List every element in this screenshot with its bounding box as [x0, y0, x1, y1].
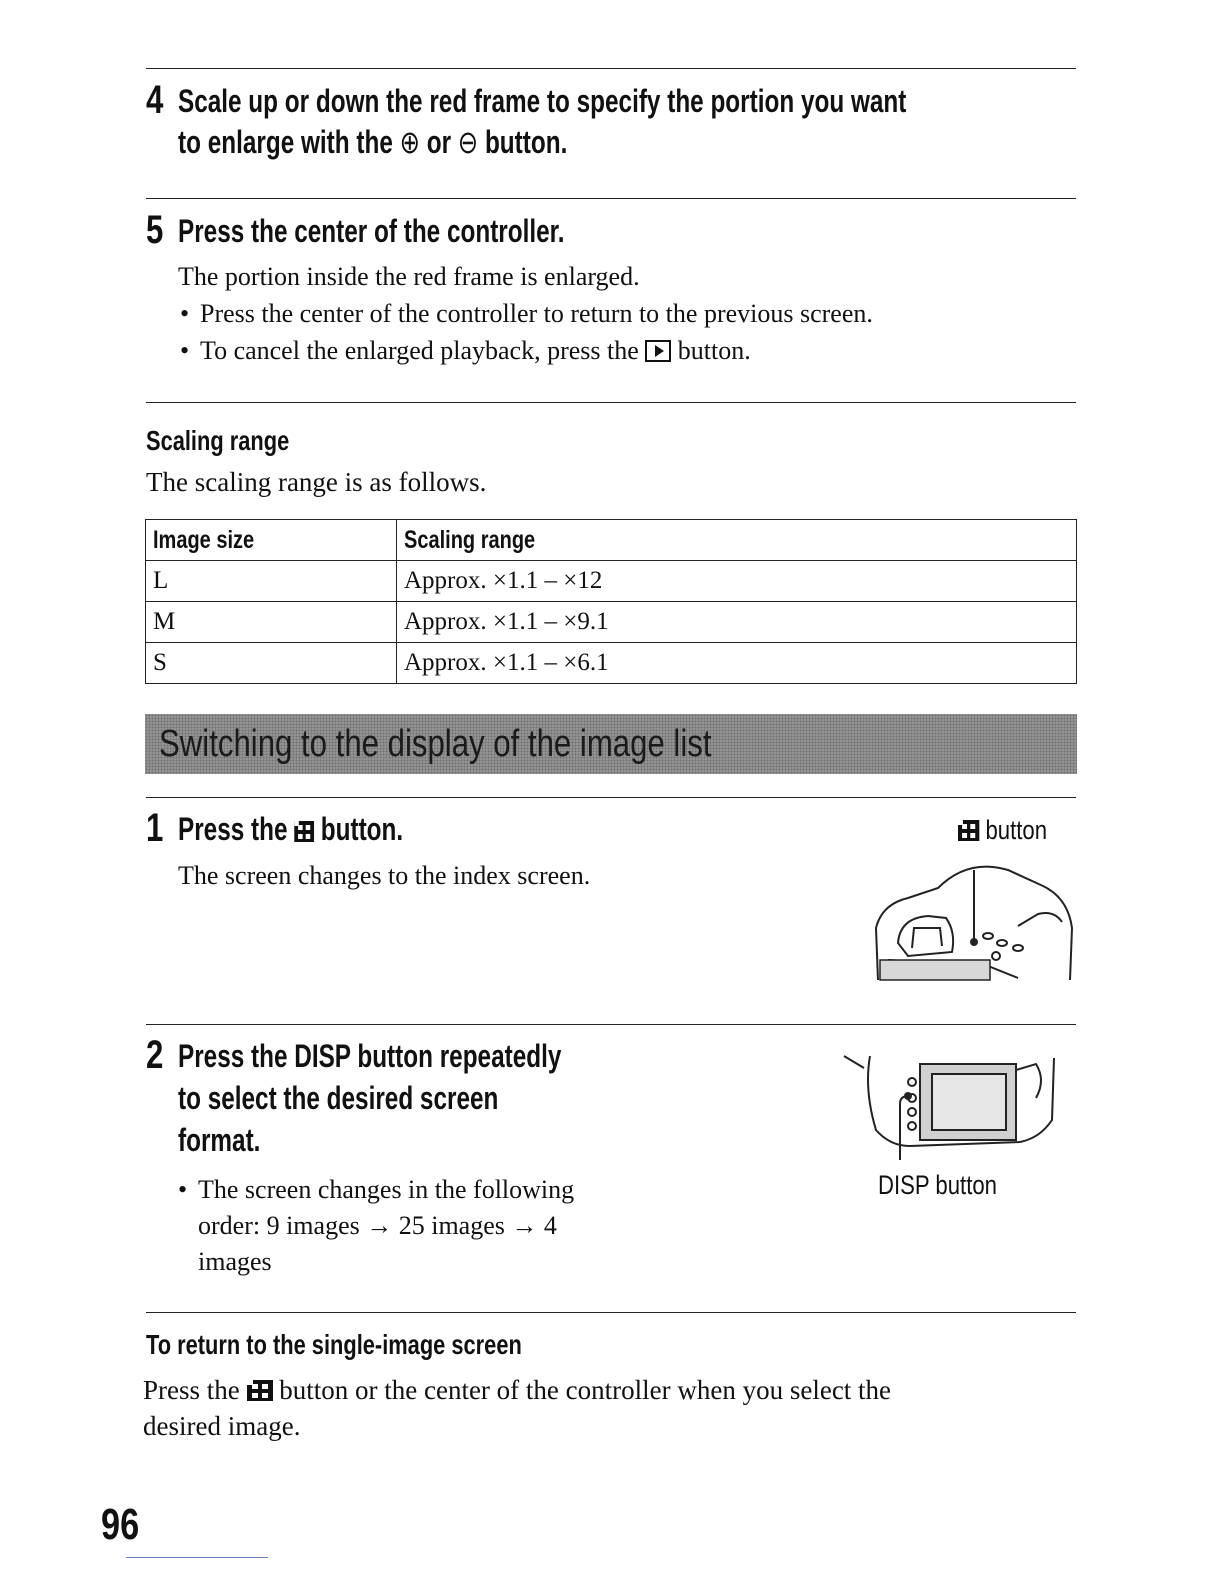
rule-step2	[146, 1024, 1076, 1025]
step-heading-line2: to select the desired screen	[178, 1080, 499, 1116]
table-row: M Approx. ×1.1 – ×9.1	[146, 602, 1077, 643]
index-button-label: button	[958, 815, 1047, 845]
scaling-heading: Scaling range	[146, 425, 290, 456]
step5-bullet-2: • To cancel the enlarged playback, press the button.	[200, 333, 751, 369]
step-heading: Press the center of the controller.	[178, 213, 565, 249]
top-rule	[146, 68, 1076, 69]
step-number: 1	[146, 806, 164, 850]
rule-return	[146, 1312, 1076, 1313]
scaling-table	[145, 519, 1077, 684]
header-scaling-range: Scaling range	[397, 520, 1077, 561]
step-number: 2	[146, 1033, 164, 1077]
zoom-in-icon: ⊕	[399, 124, 420, 160]
index-icon	[294, 821, 314, 842]
step-heading: Press the button.	[178, 811, 404, 847]
table-row: L Approx. ×1.1 – ×12	[146, 561, 1077, 602]
step-heading-line1: Press the DISP button repeatedly	[178, 1038, 562, 1074]
index-icon	[958, 820, 979, 841]
playback-icon	[645, 340, 671, 362]
rule-scaling	[146, 402, 1076, 403]
rule-step1	[146, 797, 1076, 798]
page-underline	[126, 1557, 268, 1558]
camera-back-illustration	[840, 1050, 1060, 1165]
step5-text: The portion inside the red frame is enlarged.	[178, 262, 640, 291]
step2-bullet: • The screen changes in the following order: 9 images → 25 images → 4 images	[198, 1172, 574, 1280]
step-number: 4	[146, 78, 164, 122]
step-heading-line2: to enlarge with the ⊕ or ⊖ button.	[178, 124, 568, 160]
header-image-size: Image size	[146, 520, 397, 561]
section-banner	[145, 714, 1077, 774]
step-number: 5	[146, 208, 164, 252]
page-number: 96	[101, 1500, 140, 1549]
scaling-intro: The scaling range is as follows.	[146, 467, 487, 497]
rule-step5	[146, 198, 1076, 199]
return-heading: To return to the single-image screen	[146, 1329, 522, 1360]
step1-text: The screen changes to the index screen.	[178, 861, 591, 890]
step-heading-line3: format.	[178, 1122, 261, 1158]
return-line-1: Press the button or the center of the controller when you select the	[143, 1375, 892, 1405]
camera-top-illustration	[868, 848, 1078, 988]
return-line-2: desired image.	[143, 1411, 301, 1441]
table-row: S Approx. ×1.1 – ×6.1	[146, 643, 1077, 684]
zoom-out-icon: ⊖	[457, 124, 479, 160]
step-heading-line1: Scale up or down the red frame to specify the portion you want	[178, 83, 907, 119]
section-title: Switching to the display of the image list	[159, 723, 712, 765]
index-icon	[247, 1380, 273, 1401]
disp-button-label: DISP button	[878, 1170, 997, 1200]
step5-bullet-1: • Press the center of the controller to return to the previous screen.	[200, 296, 873, 332]
table-header-row	[146, 520, 1077, 561]
